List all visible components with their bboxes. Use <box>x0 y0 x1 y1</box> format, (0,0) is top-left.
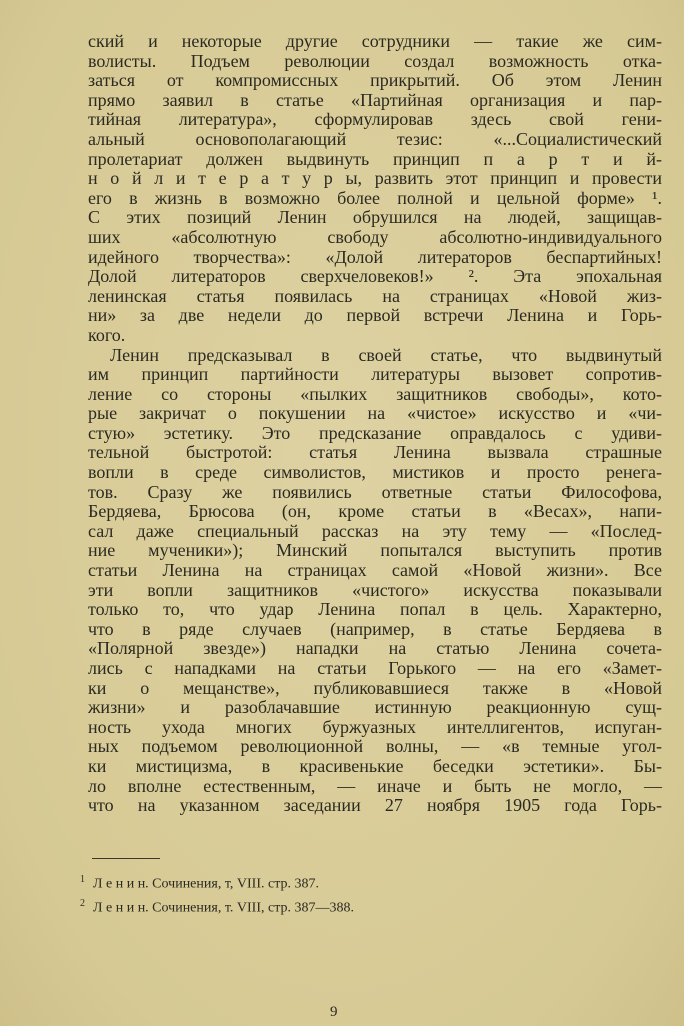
text-line: Ленин предсказывал в своей статье, что выдвинутый <box>110 344 662 365</box>
text-line: тийная литература», сформулировав здесь свой гени- <box>88 109 662 130</box>
text-line: ление со стороны «пылких защитников свободы», кото- <box>88 383 662 404</box>
text-line: тельной быстротой: статья Ленина вызвала страшные <box>88 442 662 463</box>
footnote-2 <box>80 894 354 918</box>
text-line: Долой литераторов сверхчеловеков!» ². Эта эпохальная <box>88 266 662 287</box>
text-line: Бердяева, Брюсова (он, кроме статьи в «Весах», напи- <box>88 501 662 522</box>
text-line: ших «абсолютную свободу абсолютно-индивидуального <box>88 226 662 247</box>
text-line: что в ряде случаев (например, в статье Бердяева в <box>88 618 662 639</box>
footnote-mark: 2 <box>80 897 85 909</box>
text-line: эти вопли защитников «чистого» искусства показывали <box>88 579 662 600</box>
footnote-1 <box>80 870 354 894</box>
text-line: им принцип партийности литературы вызовет сопротив- <box>88 364 662 385</box>
text-line: н о й л и т е р а т у р ы, развить этот принцип и провести <box>88 168 662 189</box>
text-line: «Полярной звезде») нападки на статью Ленина сочета- <box>88 638 662 659</box>
text-line: стую» эстетику. Это предсказание оправдалось с удиви- <box>88 422 662 443</box>
text-line: ло вполне естественным, — иначе и быть не могло, — <box>88 775 662 796</box>
footnotes <box>80 870 354 917</box>
text-line: волисты. Подъем революции создал возможность отка- <box>88 50 662 71</box>
body-text <box>88 32 662 816</box>
footnote-divider <box>92 858 160 859</box>
text-line: сал даже специальный рассказ на эту тему — «Послед- <box>88 520 662 541</box>
text-line: ленинская статья появилась на страницах «Новой жиз- <box>88 285 662 306</box>
text-line: лись с нападками на статьи Горького — на его «Замет- <box>88 658 662 678</box>
text-line: ки о мещанстве», публиковавшиеся также в «Новой <box>88 677 662 698</box>
text-line: С этих позиций Ленин обрушился на людей, защищав- <box>88 207 662 228</box>
footnote-mark: 1 <box>80 874 85 885</box>
text-line: вопли в среде символистов, мистиков и просто ренега- <box>88 462 662 483</box>
text-line: что на указанном заседании 27 ноября 1905 года Горь- <box>88 795 662 816</box>
text-line: статьи Ленина на страницах самой «Новой жизни». Все <box>88 560 662 581</box>
text-line: кого. <box>88 324 126 345</box>
text-line: альный основополагающий тезис: «...Социалистический <box>88 128 662 149</box>
text-line: ность ухода многих буржуазных интеллигентов, испуган- <box>88 716 662 737</box>
text-line: тов. Сразу же появились ответные статьи Философова, <box>88 481 662 502</box>
text-line: ский и некоторые другие сотрудники — такие же сим- <box>88 31 662 51</box>
text-line: рые закричат о покушении на «чистое» искусство и «чи- <box>88 403 662 424</box>
text-line: пролетариат должен выдвинуть принцип п а р т и й- <box>88 148 662 169</box>
footnote-text: Л е н и н. Сочинения, т. VIII, стр. 387—388. <box>93 900 354 916</box>
text-line: ние мученики»); Минский попытался выступить против <box>88 540 662 561</box>
text-line: его в жизнь в возможно более полной и цельной форме» ¹. <box>88 187 662 208</box>
page-number: 9 <box>330 1004 338 1020</box>
text-line: ки мистицизма, в красивенькие беседки эстетики». Бы- <box>88 755 662 776</box>
text-line: ни» за две недели до первой встречи Ленина и Горь- <box>88 305 662 326</box>
text-line: ных подъемом революционной волны, — «в темные угол- <box>88 736 662 757</box>
footnote-text: Л е н и н. Сочинения, т, VIII. стр. 387. <box>93 876 319 892</box>
text-line: только то, что удар Ленина попал в цель. Характерно, <box>88 599 662 620</box>
text-line: жизни» и разоблачавшие истинную реакционную сущ- <box>88 697 662 718</box>
text-line: заться от компромиссных прикрытий. Об этом Ленин <box>88 70 662 91</box>
text-line: идейного творчества»: «Долой литераторов беспартийных! <box>88 246 662 267</box>
text-line: прямо заявил в статье «Партийная организация и пар- <box>88 89 662 110</box>
